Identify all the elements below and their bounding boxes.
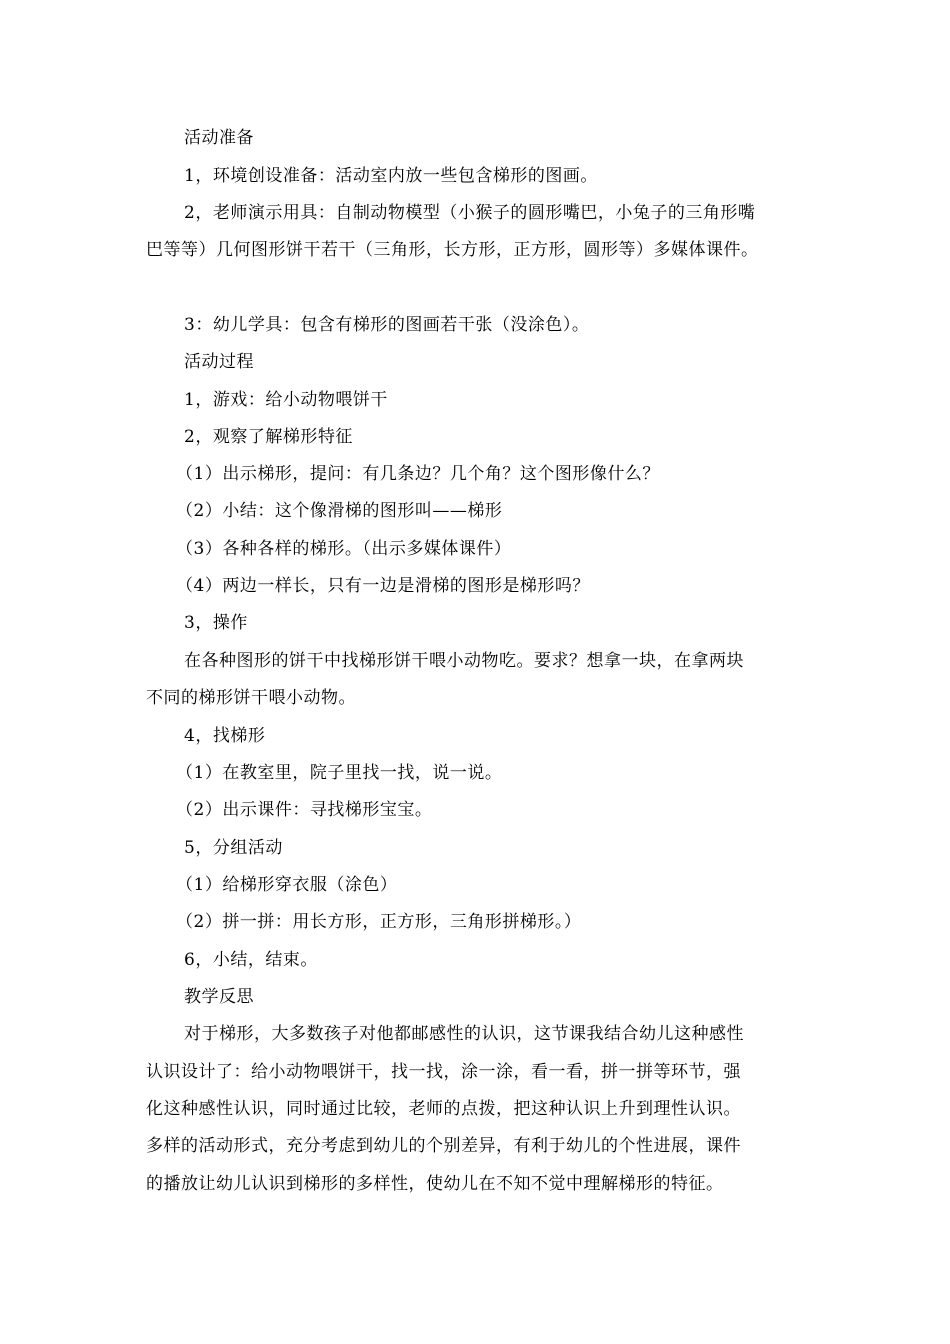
paragraph-line: 巴等等）几何图形饼干若干（三角形，长方形，正方形，圆形等）多媒体课件。 <box>146 240 759 260</box>
paragraph-line: 化这种感性认识，同时通过比较，老师的点拨，把这种认识上升到理性认识。 <box>146 1099 741 1119</box>
list-item: （4）两边一样长，只有一边是滑梯的图形是梯形吗？ <box>176 576 590 596</box>
paragraph-line: 认识设计了：给小动物喂饼干，找一找，涂一涂，看一看，拼一拼等环节，强 <box>146 1062 741 1082</box>
paragraph-line: 1，游戏：给小动物喂饼干 <box>184 390 388 410</box>
paragraph-line: 3，操作 <box>184 613 248 633</box>
list-item: （1）给梯形穿衣服（涂色） <box>176 875 398 895</box>
paragraph-line: 多样的活动形式，充分考虑到幼儿的个别差异，有利于幼儿的个性进展，课件 <box>146 1136 741 1156</box>
list-item: （1）出示梯形，提问：有几条边？几个角？这个图形像什么？ <box>176 464 660 484</box>
list-item: （2）出示课件：寻找梯形宝宝。 <box>176 800 433 820</box>
paragraph-line: 在各种图形的饼干中找梯形饼干喂小动物吃。要求？想拿一块，在拿两块 <box>184 651 744 671</box>
paragraph-line: 的播放让幼儿认识到梯形的多样性，使幼儿在不知不觉中理解梯形的特征。 <box>146 1174 724 1194</box>
paragraph-line: 6，小结，结束。 <box>184 950 318 970</box>
paragraph-line: 不同的梯形饼干喂小动物。 <box>146 688 356 708</box>
list-item: （1）在教室里，院子里找一找，说一说。 <box>176 763 503 783</box>
section-heading-preparation: 活动准备 <box>184 128 254 148</box>
list-item: （3）各种各样的梯形。（出示多媒体课件） <box>176 539 512 559</box>
paragraph-line: 4，找梯形 <box>184 726 266 746</box>
list-item: （2）拼一拼：用长方形，正方形，三角形拼梯形。） <box>176 912 582 932</box>
paragraph-line: 2，观察了解梯形特征 <box>184 427 353 447</box>
paragraph-line: 对于梯形，大多数孩子对他都邮感性的认识，这节课我结合幼儿这种感性 <box>184 1024 744 1044</box>
section-heading-process: 活动过程 <box>184 352 254 372</box>
paragraph-line: 5，分组活动 <box>184 838 283 858</box>
paragraph-line: 3：幼儿学具：包含有梯形的图画若干张（没涂色）。 <box>184 315 590 335</box>
section-heading-reflection: 教学反思 <box>184 987 254 1007</box>
paragraph-line: 2，老师演示用具：自制动物模型（小猴子的圆形嘴巴，小兔子的三角形嘴 <box>184 203 756 223</box>
paragraph-line: 1，环境创设准备：活动室内放一些包含梯形的图画。 <box>184 166 598 186</box>
list-item: （2）小结：这个像滑梯的图形叫——梯形 <box>176 501 503 521</box>
